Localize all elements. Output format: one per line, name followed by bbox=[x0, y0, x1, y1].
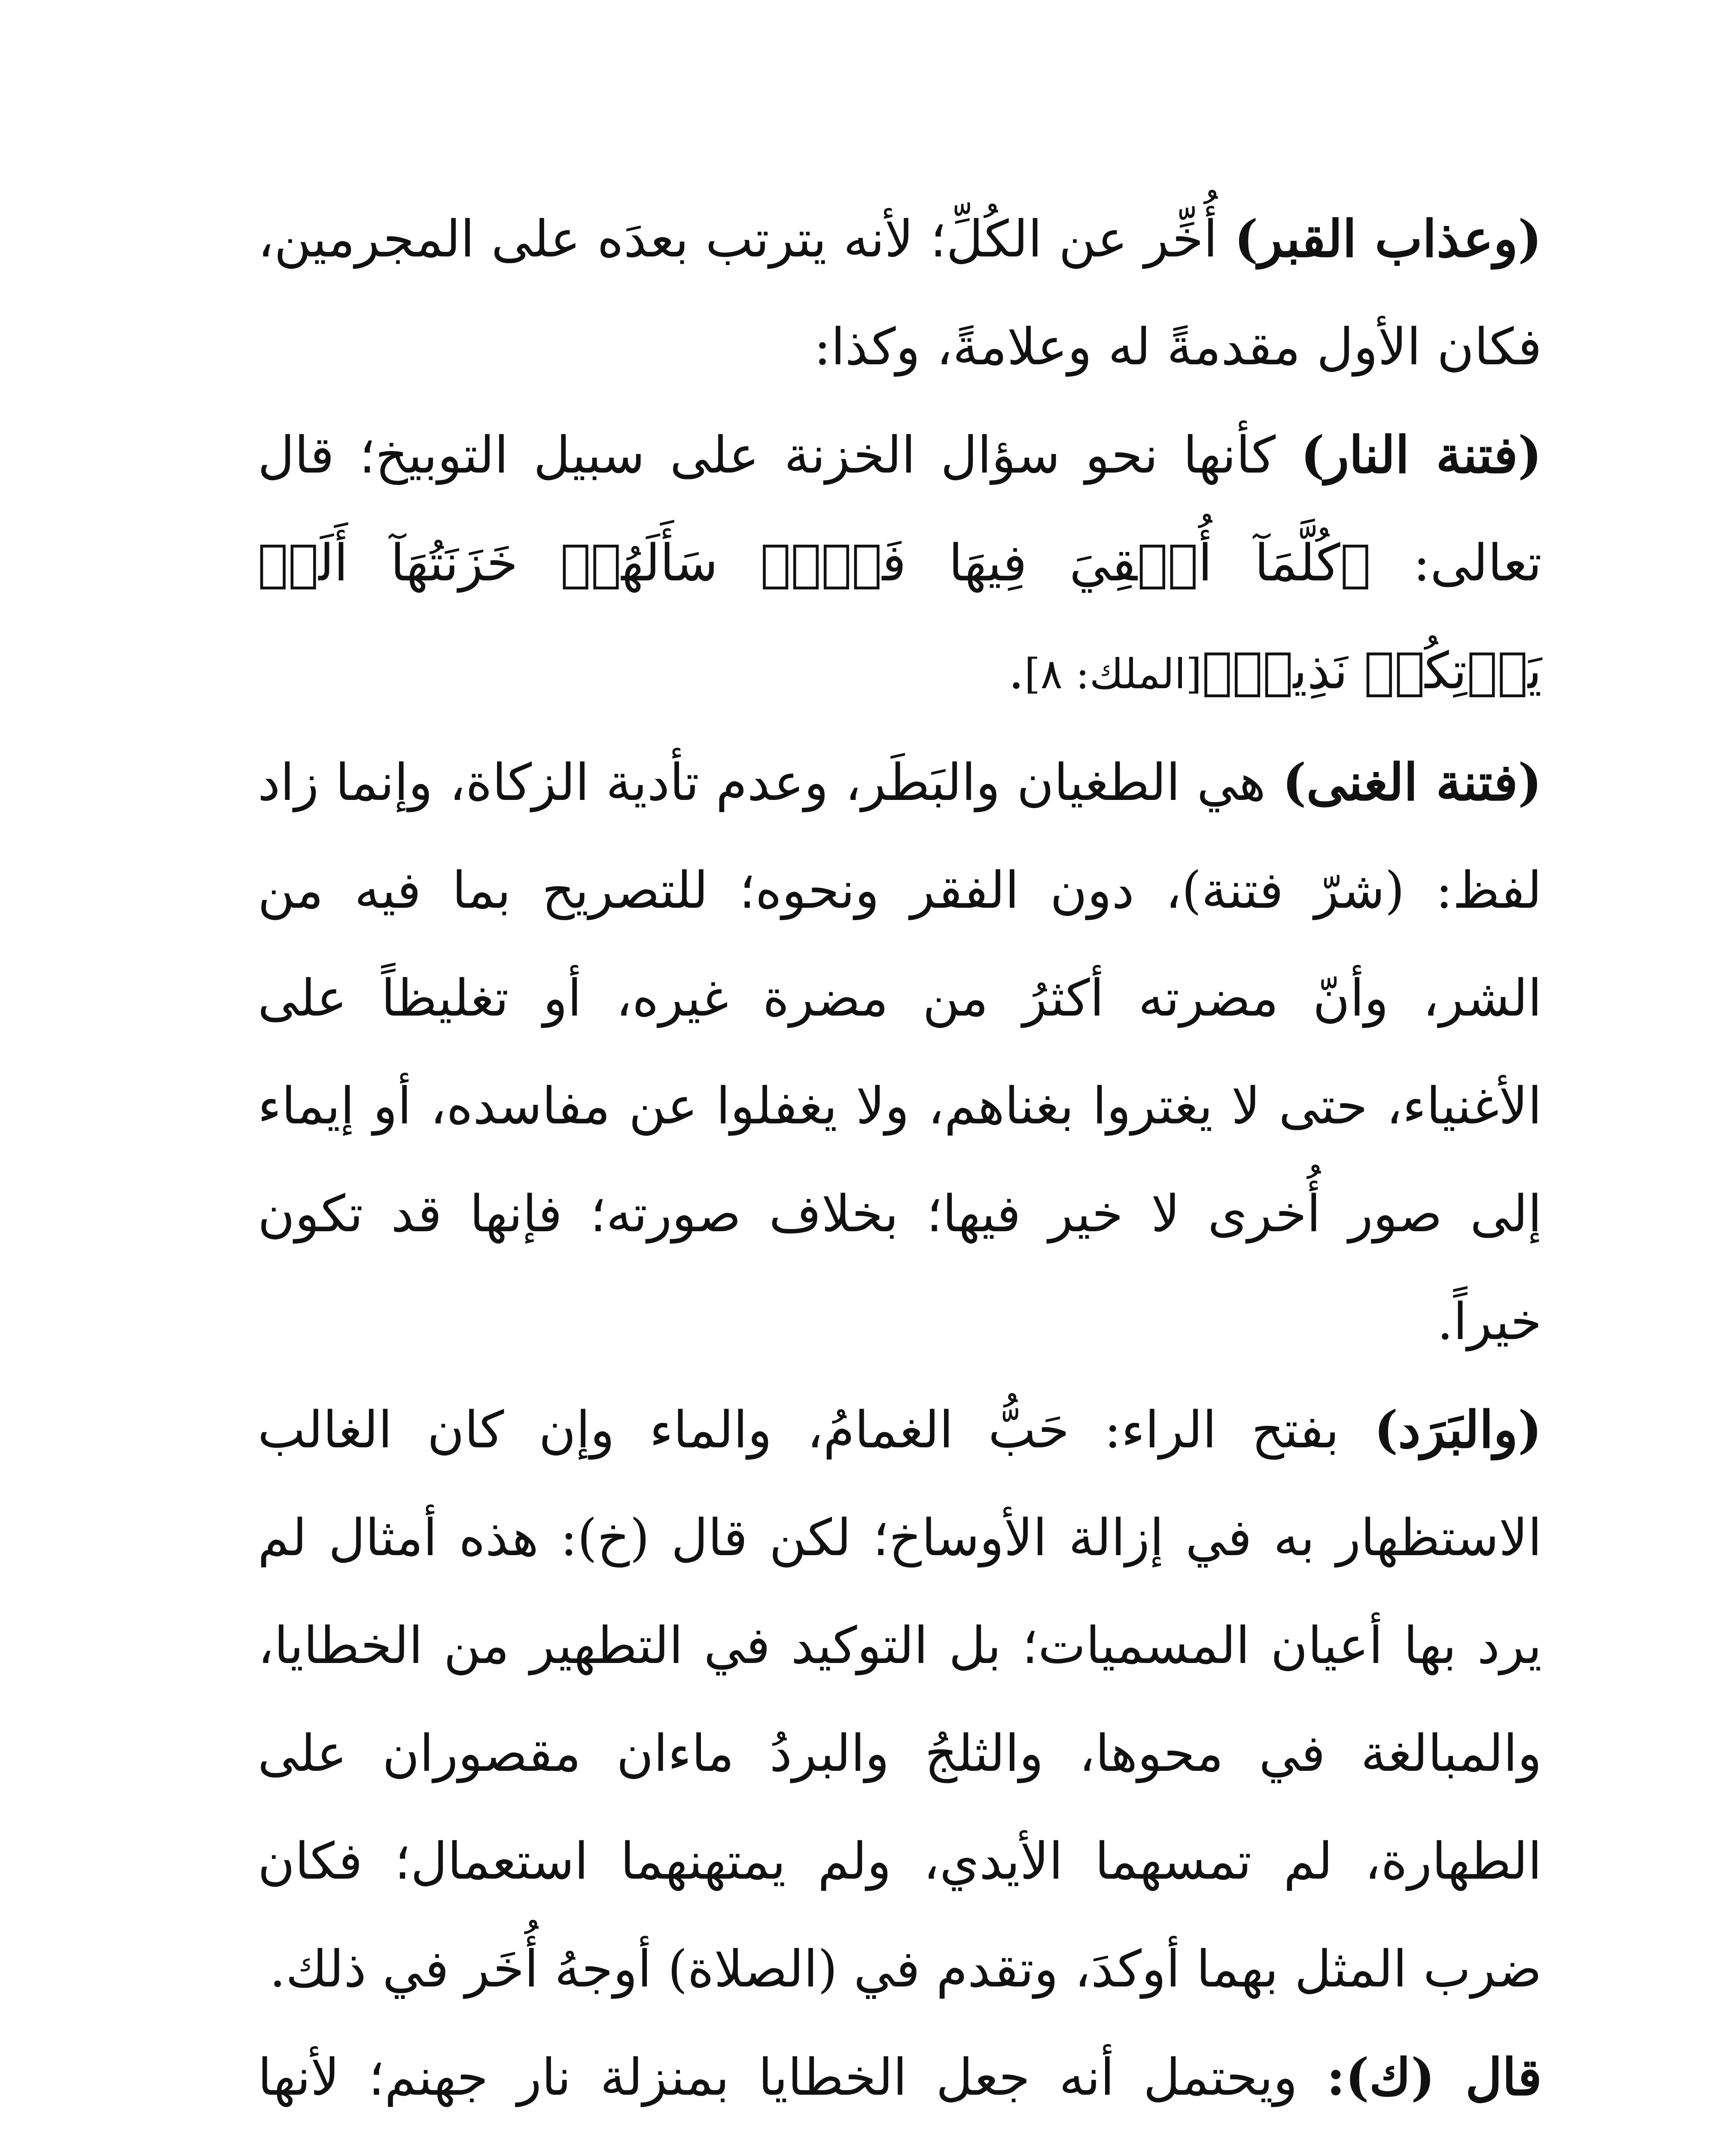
paragraph-lead: (والبَرَد) bbox=[1374, 1400, 1542, 1459]
body-text bbox=[258, 185, 1542, 2148]
paragraph-wealth-trial bbox=[258, 728, 1542, 1376]
quran-verse: ﴿كُلَّمَآ أُلۡقِيَ فِيهَا فَوۡجٞ سَأَلَهُمۡ خَزَنَتُهَآ أَلَمۡ يَأۡتِكُمۡ نَذِيرٞ﴾ bbox=[258, 533, 1542, 700]
paragraph-lead: (وعذاب القبر) bbox=[1234, 209, 1542, 268]
paragraph-hail bbox=[258, 1376, 1542, 2023]
paragraph-kirmani-note bbox=[258, 2023, 1542, 2148]
paragraph-text: ويحتمل أنه جعل الخطايا بمنزلة نار جهنم؛ لأنها bbox=[258, 2047, 1298, 2107]
verse-reference: [الملك: ٨] bbox=[1024, 650, 1202, 698]
paragraph-text: كأنها نحو سؤال الخزنة على سبيل التوبيخ؛ قال تعالى: bbox=[258, 425, 1542, 592]
paragraph-lead: (فتنة النار) bbox=[1300, 425, 1542, 485]
paragraph-lead: قال (ك): bbox=[1326, 2047, 1542, 2107]
paragraph-text: هي الطغيان والبَطَر، وعدم تأدية الزكاة، وإنما زاد لفظ: (شرّ فتنة)، دون الفقر ونحوه؛ للتصريح بما فيه من الشر، وأنّ مضرته أكثرُ من مضرة غيره، أو تغليظاً على الأغنياء، حتى لا يغتروا بغناهم، ولا يغفلوا عن مفاسده، أو إيماء إلى صور أُخرى لا خير فيها؛ بخلاف صورته؛ فإنها قد تكون خيراً. bbox=[258, 753, 1542, 1351]
paragraph-text: أُخِّر عن الكُلِّ؛ لأنه يترتب بعدَه على المجرمين، فكان الأول مقدمةً له وعلامةً، وكذا: bbox=[258, 209, 1542, 376]
paragraph-lead: (فتنة الغنى) bbox=[1282, 752, 1542, 812]
paragraph-text: بفتح الراء: حَبُّ الغمامُ، والماء وإن كان الغالب الاستظهار به في إزالة الأوساخ؛ لكن قال (خ): هذه أمثال لم يرد بها أعيان المسميات؛ بل التوكيد في التطهير من الخطايا، والمبالغة في محوها، والثلجُ والبردُ ماءان مقصوران على الطهارة، لم تمسهما الأيدي، ولم يمتهنهما استعمال؛ فكان ضرب المثل بهما أوكدَ، وتقدم في (الصلاة) أوجهُ أُخَر في ذلك. bbox=[258, 1400, 1542, 1998]
paragraph-fire-trial bbox=[258, 401, 1542, 728]
paragraph-tail: . bbox=[1008, 641, 1024, 700]
paragraph-grave-punishment bbox=[258, 185, 1542, 401]
